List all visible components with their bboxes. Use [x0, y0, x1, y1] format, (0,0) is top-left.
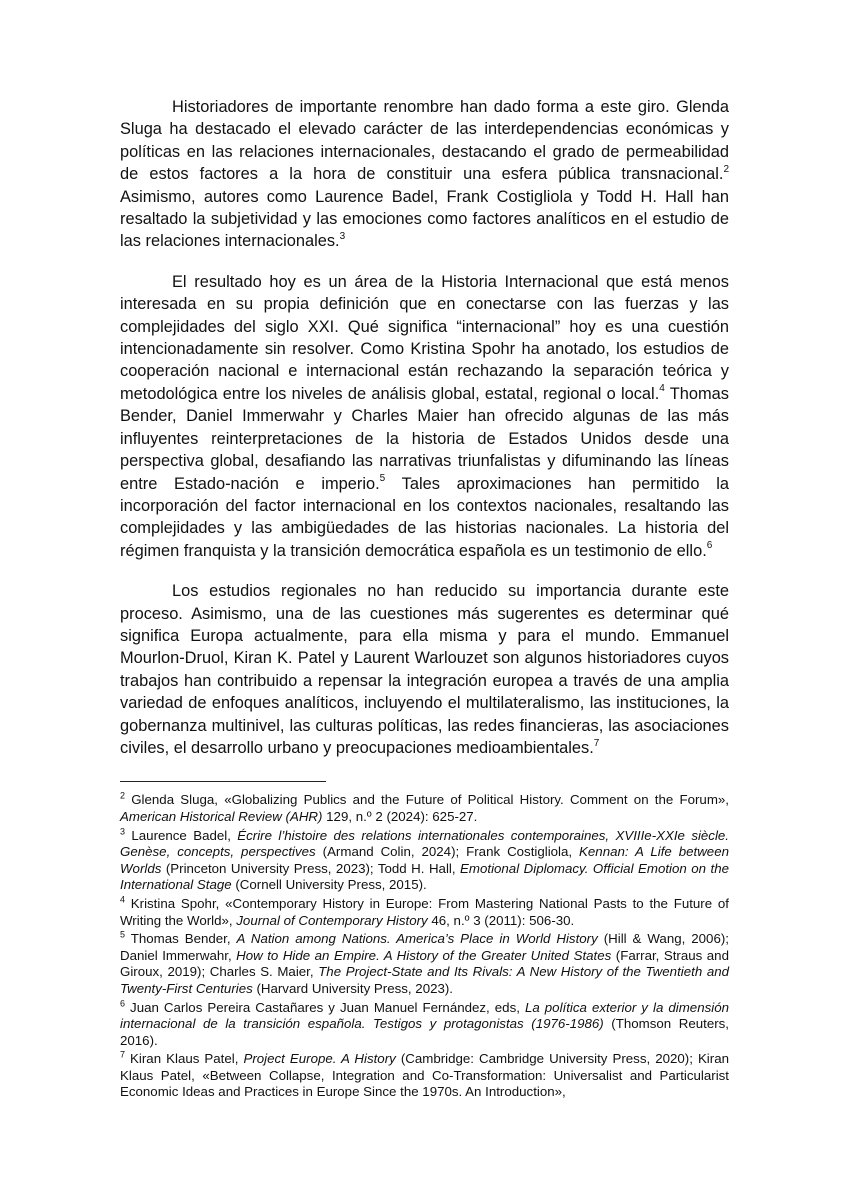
footnote-number: 2: [120, 790, 126, 801]
text-run: Asimismo, autores como Laurence Badel, Frank Costigliola y Todd H. Hall han resaltado la subjetividad y las emociones como factores analíticos en el estudio de las relaciones internacionales.: [120, 187, 729, 251]
footnote: [120, 896, 729, 929]
footnote-reference: 6: [706, 540, 713, 552]
italic-title: The Project-State and Its Rivals: A New History of the Twentieth and Twenty-First Centuries: [120, 964, 730, 996]
paragraph: [120, 96, 729, 253]
italic-title: A Nation among Nations. America’s Place in World History: [236, 931, 598, 947]
italic-title: Journal of Contemporary History: [236, 912, 428, 928]
text-run: Historiadores de importante renombre han dado forma a este giro. Glenda Sluga ha destacado el elevado carácter de las interdependencias económicas y políticas en las relaciones internacionales, destacando el grado de permeabilidad de estos factores a la hora de constituir una esfera pública transnacional.: [120, 98, 729, 184]
footnote: [120, 792, 729, 825]
text-run: Thomas Bender,: [125, 931, 237, 947]
italic-title: Emotional Diplomacy. Official Emotion on the International Stage: [120, 860, 729, 893]
footnote-number: 4: [120, 894, 126, 905]
italic-title: La política exterior y la dimensión internacional de la transición española. Testigos y protagonistas (1976-1986): [120, 999, 729, 1032]
footnote-number: 5: [120, 929, 126, 940]
footnote-number: 3: [120, 826, 126, 837]
paragraph: [120, 580, 729, 759]
text-run: El resultado hoy es un área de la Historia Internacional que está menos interesada en su propia definición que en conectarse con las fuerzas y las complejidades del siglo XXI. Qué significa “internacional” hoy es una cuestión intencionadamente sin resolver. Como Kristina Spohr ha anotado, los estudios de cooperación nacional e internacional están rechazando la separación teórica y metodológica entre los niveles de análisis global, estatal, regional o local.: [120, 272, 729, 403]
italic-title: Project Europe. A History: [243, 1051, 396, 1067]
text-run: Los estudios regionales no han reducido su importancia durante este proceso. Asimismo, una de las cuestiones más sugerentes es determinar qué significa Europa actualmente, para ella misma y para el mundo. Emmanuel Mourlon-Druol, Kiran K. Patel y Laurent Warlouzet son algunos historiadores cuyos trabajos han contribuido a repensar la integración europea a través de una amplia variedad de enfoques analíticos, incluyendo el multilateralismo, las instituciones, la gobernanza multinivel, las culturas políticas, las redes financieras, las asociaciones civiles, el desarrollo urbano y preocupaciones medioambientales.: [120, 582, 729, 757]
italic-title: American Historical Review (AHR): [120, 808, 323, 824]
footnotes: [120, 792, 729, 1101]
footnote: [120, 828, 729, 894]
italic-title: Écrire l’histoire des relations internationales contemporaines, XVIIIe-XXIe siècle. Genèse, concepts, perspectives: [120, 827, 730, 860]
text-run: (Cambridge: Cambridge University Press, 2020); Kiran Klaus Patel, «Between Collapse, Integration and Co-Transformation: Universalist and Particularist Economic Ideas and Practices in Europe Since the 1970s. An Introduction»,: [120, 1051, 729, 1100]
body-text: [120, 96, 729, 759]
footnote-number: 6: [120, 998, 126, 1009]
footnote-number: 7: [120, 1049, 126, 1060]
text-run: (Harvard University Press, 2023).: [252, 980, 454, 996]
footnote-reference: 5: [379, 473, 386, 485]
footnote: [120, 1051, 729, 1101]
text-run: Kiran Klaus Patel,: [125, 1051, 244, 1067]
footnote-reference: 3: [339, 230, 346, 242]
footnote-reference: 2: [723, 163, 729, 175]
text-run: (Princeton University Press, 2023); Todd H. Hall,: [161, 860, 461, 876]
text-run: Juan Carlos Pereira Castañares y Juan Manuel Fernández, eds,: [125, 999, 525, 1015]
italic-title: Kennan: A Life between Worlds: [120, 844, 729, 876]
text-run: Kristina Spohr, «Contemporary History in Europe: From Mastering National Pasts to the Future of Writing the World»,: [120, 895, 729, 928]
footnote-reference: 7: [593, 737, 600, 749]
paragraph: [120, 271, 729, 562]
text-run: 129, n.º 2 (2024): 625-27.: [322, 808, 478, 824]
text-run: Laurence Badel,: [125, 827, 238, 843]
text-run: (Hill & Wang, 2006); Daniel Immerwahr,: [120, 931, 729, 963]
text-run: (Farrar, Straus and Giroux, 2019); Charles S. Maier,: [120, 947, 729, 980]
text-run: Thomas Bender, Daniel Immerwahr y Charles Maier han ofrecido algunas de las más influyentes reinterpretaciones de la historia de Estados Unidos desde una perspectiva global, desafiando las narrativas triunfalistas y difuminando las líneas entre Estado-nación e imperio.: [120, 384, 729, 493]
text-run: Tales aproximaciones han permitido la incorporación del factor internacional en los contextos nacionales, resaltando las complejidades y las ambigüedades de las historias nacionales. La historia del régimen franquista y la transición democrática española es un testimonio de ello.: [120, 474, 730, 560]
text-run: Glenda Sluga, «Globalizing Publics and the Future of Political History. Comment on the Forum»,: [125, 792, 729, 808]
text-run: (Cornell University Press, 2015).: [231, 877, 427, 893]
footnote-reference: 4: [659, 383, 665, 395]
italic-title: How to Hide an Empire. A History of the Greater United States: [236, 947, 612, 963]
text-run: 46, n.º 3 (2011): 506-30.: [427, 912, 575, 928]
footnote: [120, 931, 729, 997]
footnote: [120, 1000, 729, 1050]
footnote-separator: [120, 781, 326, 782]
text-run: (Thomson Reuters, 2016).: [120, 1016, 729, 1048]
text-run: (Armand Colin, 2024); Frank Costigliola,: [315, 844, 580, 860]
